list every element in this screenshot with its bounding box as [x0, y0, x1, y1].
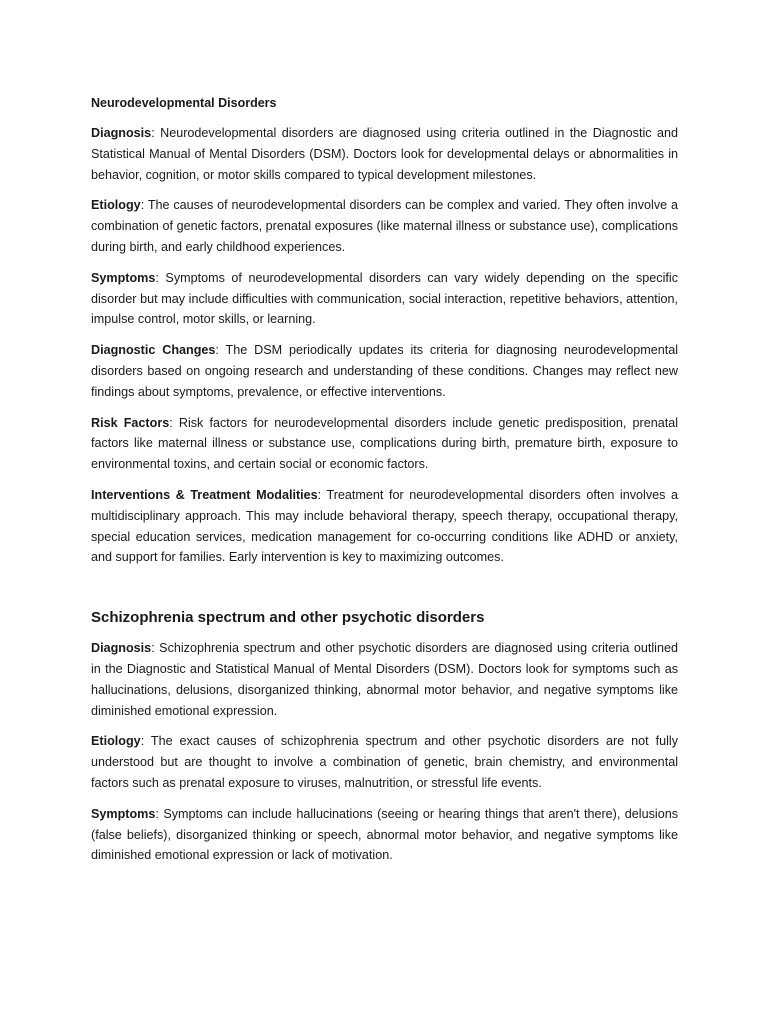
paragraph-text: : The exact causes of schizophrenia spectrum and other psychotic disorders are not fully understood but are thought to involve a combination of genetic, brain chemistry, and environmental factors such as prenatal exposure to viruses, malnutrition, or stressful life events. [91, 734, 678, 790]
paragraph-risk-factors [91, 413, 678, 475]
term-label: Etiology [91, 734, 141, 749]
term-label: Interventions & Treatment Modalities [91, 487, 318, 502]
paragraph-symptoms [91, 804, 678, 866]
paragraph-text: : Symptoms can include hallucinations (seeing or hearing things that aren't there), delusions (false beliefs), disorganized thinking or speech, abnormal motor behavior, and negative symptoms like diminished emotional expression or lack of motivation. [91, 806, 678, 863]
term-label: Symptoms [91, 806, 156, 821]
section-title: Neurodevelopmental Disorders [91, 96, 277, 110]
paragraph-text: : Neurodevelopmental disorders are diagnosed using criteria outlined in the Diagnostic and Statistical Manual of Mental Disorders (DSM). Doctors look for developmental delays or abnormalities in behavior, cognition, or motor skills compared to typical development milestones. [91, 126, 678, 182]
term-label: Etiology [91, 198, 141, 213]
section-neurodevelopmental [91, 94, 678, 568]
paragraph-text: : The causes of neurodevelopmental disorders can be complex and varied. They often involve a combination of genetic factors, prenatal exposures (like maternal illness or substance use), complications during birth, and early childhood experiences. [91, 198, 678, 254]
term-label: Diagnosis [91, 641, 152, 656]
paragraph-diagnostic-changes [91, 340, 678, 402]
paragraph-etiology [91, 731, 678, 793]
paragraph-text: : Symptoms of neurodevelopmental disorders can vary widely depending on the specific disorder but may include difficulties with communication, social interaction, repetitive behaviors, attention, impulse control, motor skills, or learning. [91, 270, 678, 327]
paragraph-text: : Schizophrenia spectrum and other psychotic disorders are diagnosed using criteria outlined in the Diagnostic and Statistical Manual of Mental Disorders (DSM). Doctors look for symptoms such as hallucinations, delusions, disorganized thinking, abnormal motor behavior, and negative symptoms like diminished emotional expression. [91, 641, 678, 718]
paragraph-etiology [91, 195, 678, 257]
term-label: Diagnostic Changes [91, 343, 216, 358]
paragraph-text: : Treatment for neurodevelopmental disorders often involves a multidisciplinary approach. This may include behavioral therapy, speech therapy, occupational therapy, special education services, medication management for co-occurring conditions like ADHD or anxiety, and support for families. Early intervention is key to maximizing outcomes. [91, 487, 678, 565]
term-label: Risk Factors [91, 415, 170, 430]
term-label: Symptoms [91, 270, 156, 285]
paragraph-text: : Risk factors for neurodevelopmental disorders include genetic predisposition, prenatal factors like maternal illness or substance use, complications during birth, premature birth, exposure to environmental toxins, and certain social or economic factors. [91, 415, 679, 472]
term-label: Diagnosis [91, 126, 152, 140]
paragraph-diagnosis [91, 123, 678, 185]
paragraph-symptoms [91, 268, 678, 330]
document-page [91, 94, 678, 876]
paragraph-diagnosis [91, 638, 678, 721]
paragraph-text: : The DSM periodically updates its criteria for diagnosing neurodevelopmental disorders based on ongoing research and understanding of these conditions. Changes may reflect new findings about symptoms, prevalence, or effective interventions. [91, 343, 679, 399]
paragraph-interventions [91, 485, 678, 568]
section-title: Schizophrenia spectrum and other psychotic disorders [91, 609, 485, 627]
section-schizophrenia [91, 608, 678, 866]
